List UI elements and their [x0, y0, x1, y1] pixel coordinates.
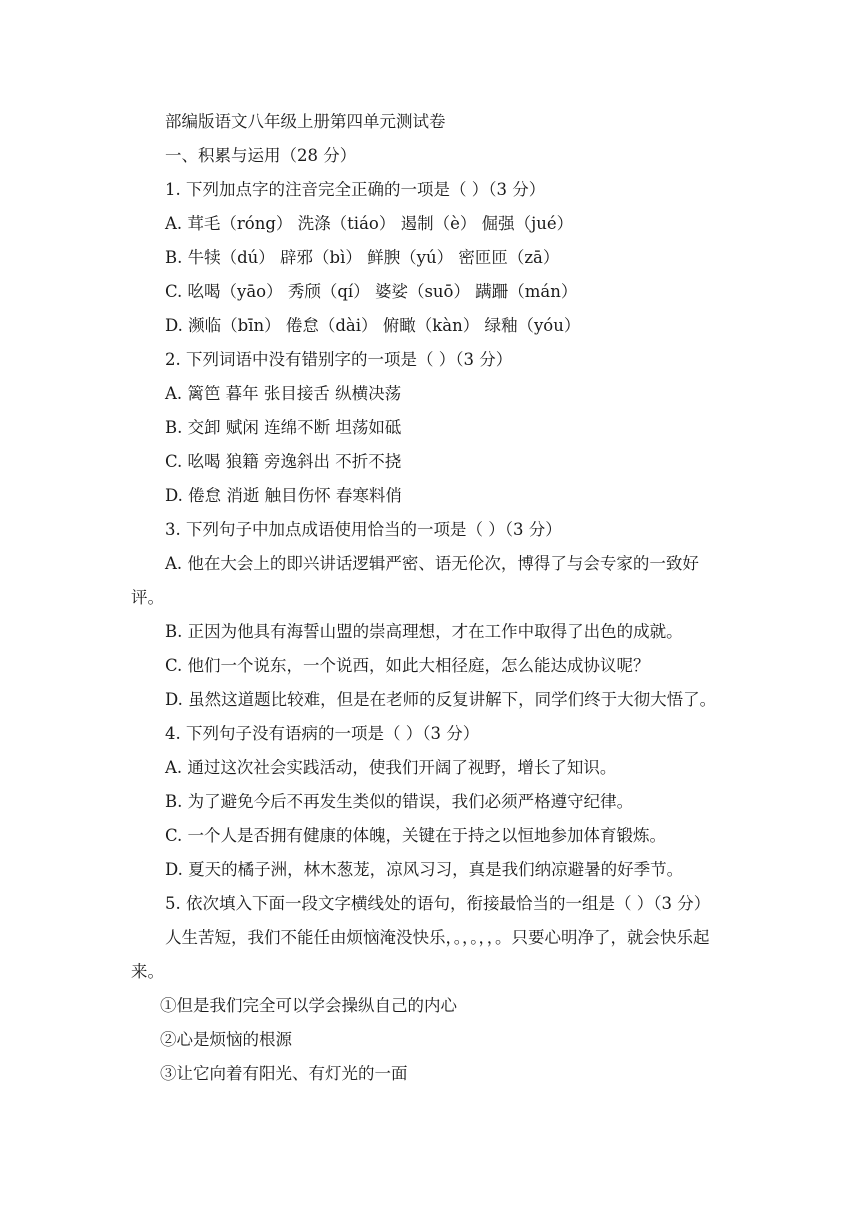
question-2-stem: 2. 下列词语中没有错别字的一项是（ ）（3 分） — [165, 350, 513, 369]
question-5-stem: 5. 依次填入下面一段文字横线处的语句，衔接最恰当的一组是（ ）（3 分） — [165, 894, 711, 913]
question-4-option-c: C. 一个人是否拥有健康的体魄，关键在于持之以恒地参加体育锻炼。 — [165, 826, 667, 845]
question-2-option-c: C. 吆喝 狼籍 旁逸斜出 不折不挠 — [165, 452, 402, 471]
question-4-option-b: B. 为了避免今后不再发生类似的错误，我们必须严格遵守纪律。 — [165, 792, 634, 811]
question-4-option-d: D. 夏天的橘子洲，林木葱茏，凉风习习，真是我们纳凉避暑的好季节。 — [165, 860, 684, 879]
section-heading: 一、积累与运用（28 分） — [165, 146, 357, 165]
question-3-option-a: A. 他在大会上的即兴讲话逻辑严密、语无伦次，博得了与会专家的一致好 — [165, 554, 699, 573]
question-3-stem: 3. 下列句子中加点成语使用恰当的一项是（ ）（3 分） — [165, 520, 562, 539]
question-5-item-1: ①但是我们完全可以学会操纵自己的内心 — [160, 996, 457, 1015]
question-5-item-3: ③让它向着有阳光、有灯光的一面 — [160, 1064, 408, 1083]
question-3-option-b: B. 正因为他具有海誓山盟的崇高理想，才在工作中取得了出色的成就。 — [165, 622, 683, 641]
question-2-option-a: A. 篱笆 暮年 张目接舌 纵横决荡 — [165, 384, 402, 403]
question-5-passage-continued: 来。 — [131, 962, 164, 981]
question-2-option-b: B. 交卸 赋闲 连绵不断 坦荡如砥 — [165, 418, 402, 437]
question-4-option-a: A. 通过这次社会实践活动，使我们开阔了视野，增长了知识。 — [165, 758, 617, 777]
question-2-option-d: D. 倦怠 消逝 触目伤怀 春寒料俏 — [165, 486, 402, 505]
question-3-option-c: C. 他们一个说东，一个说西，如此大相径庭，怎么能达成协议呢？ — [165, 656, 650, 675]
question-5-item-2: ②心是烦恼的根源 — [160, 1030, 292, 1049]
exam-title: 部编版语文八年级上册第四单元测试卷 — [165, 112, 446, 131]
question-1-option-d: D. 濒临（bīn） 倦怠（dài） 俯瞰（kàn） 绿釉（yóu） — [165, 316, 581, 335]
question-3-option-a-continued: 评。 — [131, 588, 164, 607]
question-1-stem: 1. 下列加点字的注音完全正确的一项是（ ）（3 分） — [165, 180, 546, 199]
question-3-option-d: D. 虽然这道题比较难，但是在老师的反复讲解下，同学们终于大彻大悟了。 — [165, 690, 717, 709]
question-5-passage: 人生苦短，我们不能任由烦恼淹没快乐，。，。，，。只要心明净了，就会快乐起 — [165, 928, 710, 947]
question-1-option-a: A. 茸毛（róng） 洗涤（tiáo） 遏制（è） 倔强（jué） — [165, 214, 574, 233]
question-1-option-b: B. 牛犊（dú） 辟邪（bì） 鲜腴（yú） 密匝匝（zā） — [165, 248, 560, 267]
question-4-stem: 4. 下列句子没有语病的一项是（ ）（3 分） — [165, 724, 480, 743]
question-1-option-c: C. 吆喝（yāo） 秀颀（qí） 婆娑（suō） 蹒跚（mán） — [165, 282, 578, 301]
